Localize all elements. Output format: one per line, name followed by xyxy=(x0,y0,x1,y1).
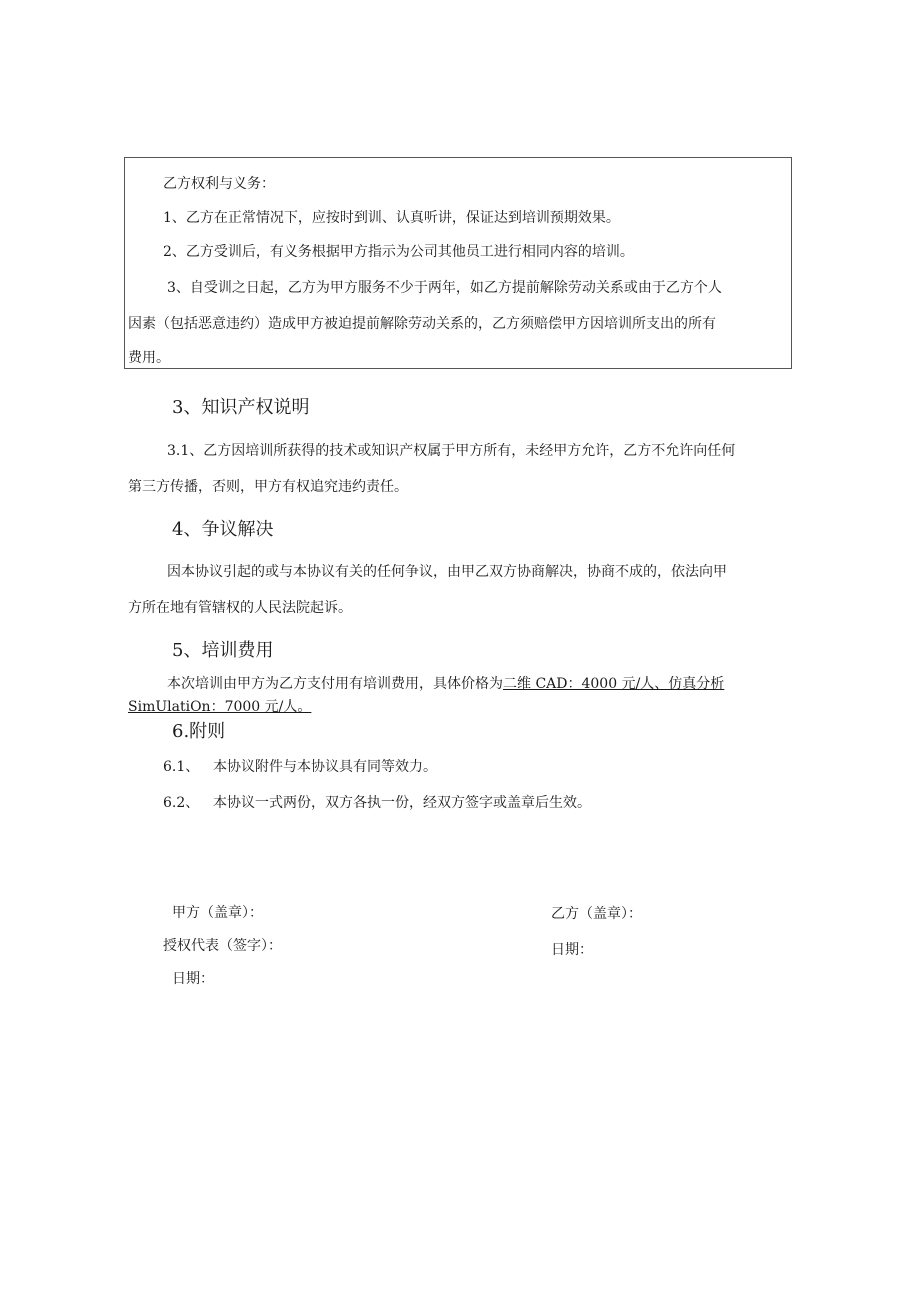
party-a-seal: 甲方（盖章）： xyxy=(172,905,263,921)
section-6-item-2-num: 6.2、 xyxy=(163,795,200,811)
section-3-title: 3、知识产权说明 xyxy=(172,397,310,418)
party-a-date: 日期： xyxy=(172,971,214,987)
section-6-item-1-text: 本协议附件与本协议具有同等效力。 xyxy=(213,759,437,775)
box-item-1: 1、乙方在正常情况下，应按时到训、认真听讲，保证达到培训预期效果。 xyxy=(163,210,620,226)
section-4-title: 4、争议解决 xyxy=(172,519,274,540)
price-simulation: SimUlatiOn：7000 元/人。 xyxy=(128,699,312,715)
box-item-3-line-2: 因素（包括恶意违约）造成甲方被迫提前解除劳动关系的，乙方须赔偿甲方因培训所支出的所有 xyxy=(128,316,716,332)
section-4-line-2: 方所在地有管辖权的人民法院起诉。 xyxy=(128,600,352,616)
box-item-2: 2、乙方受训后，有义务根据甲方指示为公司其他员工进行相同内容的培训。 xyxy=(163,244,634,260)
section-4-line-1: 因本协议引起的或与本协议有关的任何争议，由甲乙双方协商解决，协商不成的，依法向甲 xyxy=(167,564,727,580)
section-5-line-1 xyxy=(167,673,724,693)
section-5-line-1-plain: 本次培训由甲方为乙方支付用有培训费用，具体价格为 xyxy=(167,676,503,692)
box-heading: 乙方权利与义务： xyxy=(163,176,275,192)
section-6-title: 6.附则 xyxy=(172,721,226,742)
box-item-3-line-1: 3、自受训之日起，乙方为甲方服务不少于两年，如乙方提前解除劳动关系或由于乙方个人 xyxy=(167,280,722,296)
section-5-title: 5、培训费用 xyxy=(172,640,274,661)
section-3-line-1: 3.1、乙方因培训所获得的技术或知识产权属于甲方所有，未经甲方允许，乙方不允许向任何 xyxy=(167,443,736,459)
section-3-line-2: 第三方传播，否则，甲方有权追究违约责任。 xyxy=(128,479,408,495)
price-cad: 二维 CAD：4000 元/人、仿真分析 xyxy=(503,676,725,692)
party-b-date: 日期： xyxy=(551,942,593,958)
party-b-seal: 乙方（盖章）： xyxy=(551,906,642,922)
section-6-item-2-text: 本协议一式两份，双方各执一份，经双方签字或盖章后生效。 xyxy=(213,795,591,811)
section-6-item-1-num: 6.1、 xyxy=(163,759,200,775)
box-item-3-line-3: 费用。 xyxy=(128,350,170,366)
party-a-representative: 授权代表（签字）： xyxy=(163,938,282,954)
